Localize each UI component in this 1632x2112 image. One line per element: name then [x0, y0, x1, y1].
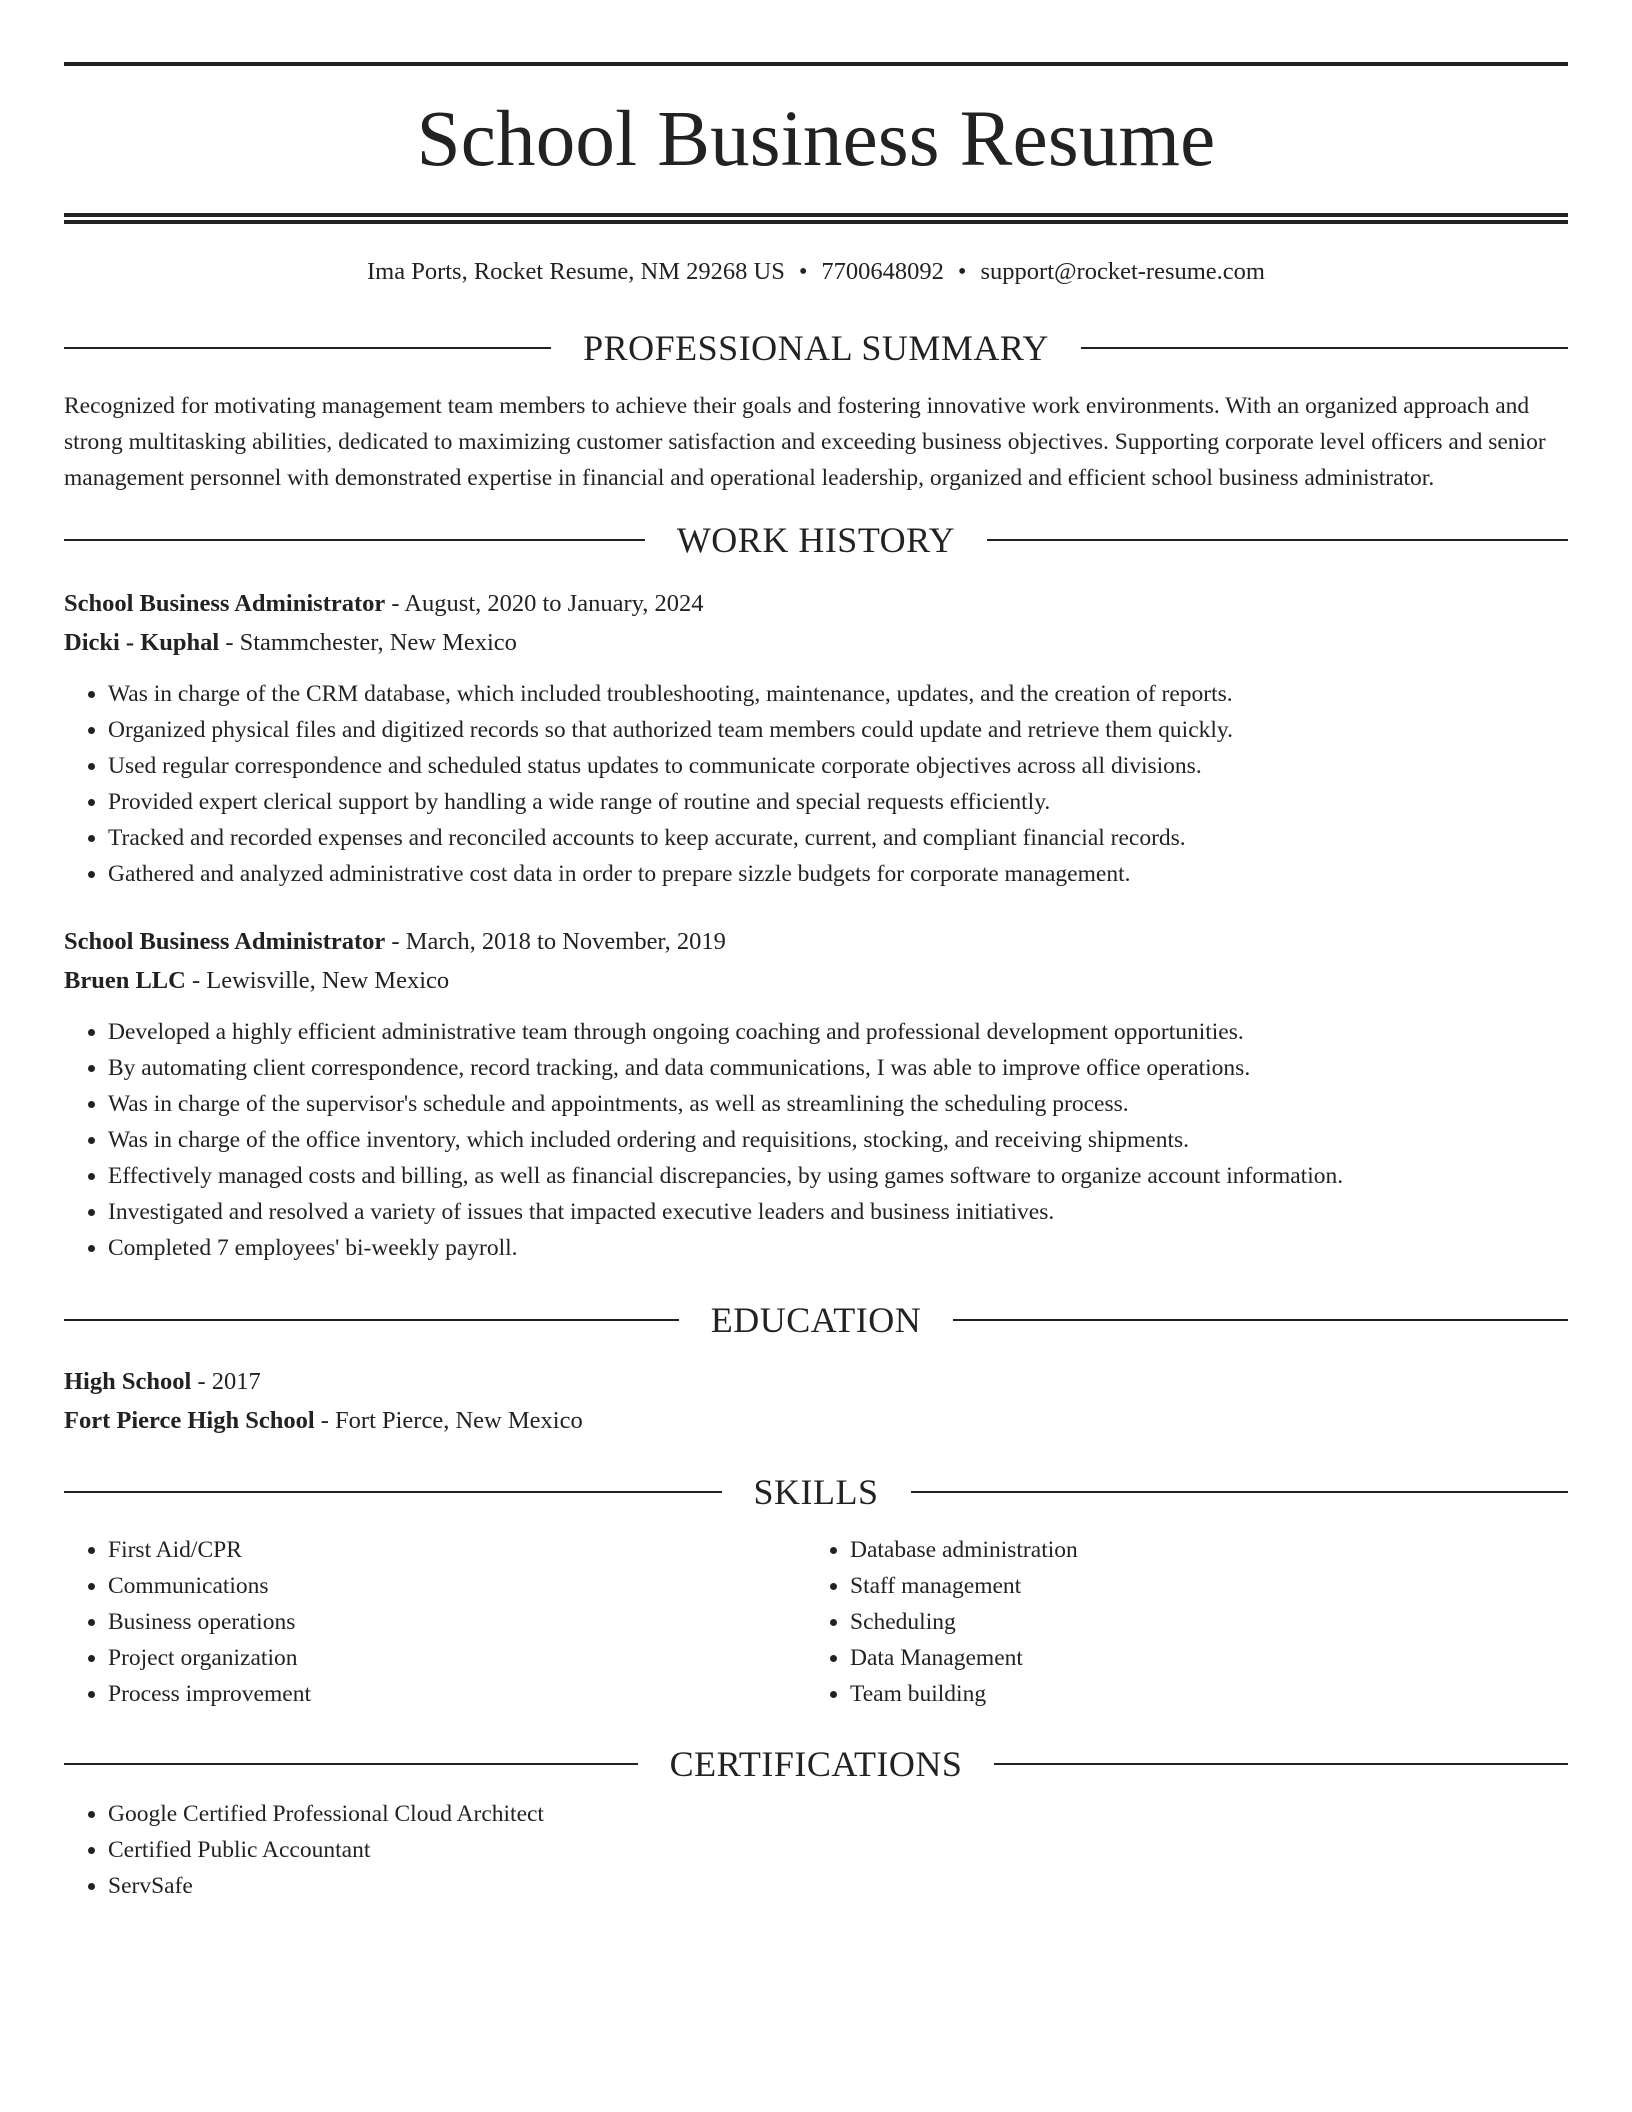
list-item: • Completed 7 employees' bi-weekly payroll.	[108, 1230, 1568, 1266]
contact-phone: 7700648092	[821, 258, 944, 285]
job-dates: - March, 2018 to November, 2019	[385, 928, 726, 956]
job-title-line	[64, 922, 1568, 961]
job-company-line	[64, 961, 1568, 1000]
list-item: • By automating client correspondence, record tracking, and data communications, I was able to improve office operations.	[108, 1050, 1568, 1086]
list-item: • Provided expert clerical support by handling a wide range of routine and special requests efficiently.	[108, 784, 1568, 820]
list-item: • Gathered and analyzed administrative cost data in order to prepare sizzle budgets for corporate management.	[108, 856, 1568, 892]
list-item: • Staff management	[850, 1568, 1548, 1604]
list-item: • Data Management	[850, 1640, 1548, 1676]
list-item: • Google Certified Professional Cloud Architect	[108, 1796, 1568, 1832]
list-item: • Organized physical files and digitized records so that authorized team members could update and retrieve them quickly.	[108, 712, 1568, 748]
section-title: SKILLS	[753, 1472, 879, 1513]
list-item: • Business operations	[108, 1604, 806, 1640]
heading-rule	[64, 1763, 638, 1765]
list-item: • Tracked and recorded expenses and reconciled accounts to keep accurate, current, and compliant financial records.	[108, 820, 1568, 856]
certifications-list	[64, 1796, 1568, 1904]
section-title: CERTIFICATIONS	[669, 1744, 963, 1785]
job-location: - Lewisville, New Mexico	[185, 967, 450, 995]
list-item: • Team building	[850, 1676, 1548, 1712]
job-company-line	[64, 623, 1568, 662]
list-item: • Communications	[108, 1568, 806, 1604]
list-item: • Was in charge of the supervisor's schedule and appointments, as well as streamlining the scheduling process.	[108, 1086, 1568, 1122]
education-year: - 2017	[191, 1368, 261, 1396]
list-item: • Effectively managed costs and billing, as well as financial discrepancies, by using games software to organize account information.	[108, 1158, 1568, 1194]
heading-rule	[64, 1319, 679, 1321]
skills-columns	[64, 1532, 1568, 1712]
heading-rule	[911, 1491, 1569, 1493]
section-title: WORK HISTORY	[676, 520, 956, 561]
list-item: • Investigated and resolved a variety of issues that impacted executive leaders and business initiatives.	[108, 1194, 1568, 1230]
list-item: • Certified Public Accountant	[108, 1832, 1568, 1868]
top-rule	[64, 62, 1568, 66]
job-entry	[64, 584, 1568, 892]
section-title: PROFESSIONAL SUMMARY	[583, 328, 1049, 369]
heading-rule	[987, 539, 1568, 541]
heading-rule	[64, 347, 551, 349]
heading-rule	[64, 1491, 722, 1493]
education-degree: High School	[64, 1368, 192, 1396]
list-item: • Process improvement	[108, 1676, 806, 1712]
education-location: - Fort Pierce, New Mexico	[314, 1407, 583, 1435]
job-company: Dicki - Kuphal	[64, 629, 220, 657]
education-school-line	[64, 1401, 1568, 1440]
list-item: • Used regular correspondence and scheduled status updates to communicate corporate objectives across all divisions.	[108, 748, 1568, 784]
list-item: • Database administration	[850, 1532, 1548, 1568]
section-heading-education	[64, 1300, 1568, 1341]
job-dates: - August, 2020 to January, 2024	[385, 590, 704, 618]
job-title: School Business Administrator	[64, 590, 386, 618]
section-title: EDUCATION	[710, 1300, 922, 1341]
job-title-line	[64, 584, 1568, 623]
education-degree-line	[64, 1362, 1568, 1401]
job-title: School Business Administrator	[64, 928, 386, 956]
heading-rule	[64, 539, 645, 541]
contact-address: Ima Ports, Rocket Resume, NM 29268 US	[367, 258, 785, 285]
section-heading-skills	[64, 1472, 1568, 1513]
job-location: - Stammchester, New Mexico	[219, 629, 517, 657]
heading-rule	[994, 1763, 1568, 1765]
list-item: • Was in charge of the office inventory, which included ordering and requisitions, stocking, and receiving shipments.	[108, 1122, 1568, 1158]
job-bullets	[64, 676, 1568, 892]
resume-title: School Business Resume	[416, 96, 1216, 183]
list-item: • ServSafe	[108, 1868, 1568, 1904]
list-item: • First Aid/CPR	[108, 1532, 806, 1568]
list-item: • Was in charge of the CRM database, which included troubleshooting, maintenance, updates, and the creation of reports.	[108, 676, 1568, 712]
education-entry	[64, 1362, 1568, 1440]
job-company: Bruen LLC	[64, 967, 186, 995]
education-school: Fort Pierce High School	[64, 1407, 315, 1435]
title-double-rule	[64, 213, 1568, 224]
contact-separator: •	[957, 258, 967, 285]
summary-text: Recognized for motivating management team members to achieve their goals and fostering innovative work environments. With an organized approach and strong multitasking abilities, dedicated to maximizing customer satisfaction and exceeding business objectives. Supporting corporate level officers and senior management personnel with demonstrated expertise in financial and operational leadership, organized and efficient school business administrator.	[64, 393, 1546, 492]
skills-list-right	[806, 1532, 1548, 1712]
job-bullets	[64, 1014, 1568, 1266]
contact-email: support@rocket-resume.com	[980, 258, 1265, 285]
section-heading-summary	[64, 328, 1568, 369]
contact-line	[64, 257, 1568, 286]
list-item: • Scheduling	[850, 1604, 1548, 1640]
heading-rule	[953, 1319, 1568, 1321]
contact-separator: •	[798, 258, 808, 285]
skills-list-left	[64, 1532, 806, 1712]
job-entry	[64, 922, 1568, 1266]
section-heading-work-history	[64, 520, 1568, 561]
list-item: • Project organization	[108, 1640, 806, 1676]
heading-rule	[1081, 347, 1568, 349]
list-item: • Developed a highly efficient administrative team through ongoing coaching and professional development opportunities.	[108, 1014, 1568, 1050]
section-heading-certifications	[64, 1744, 1568, 1785]
